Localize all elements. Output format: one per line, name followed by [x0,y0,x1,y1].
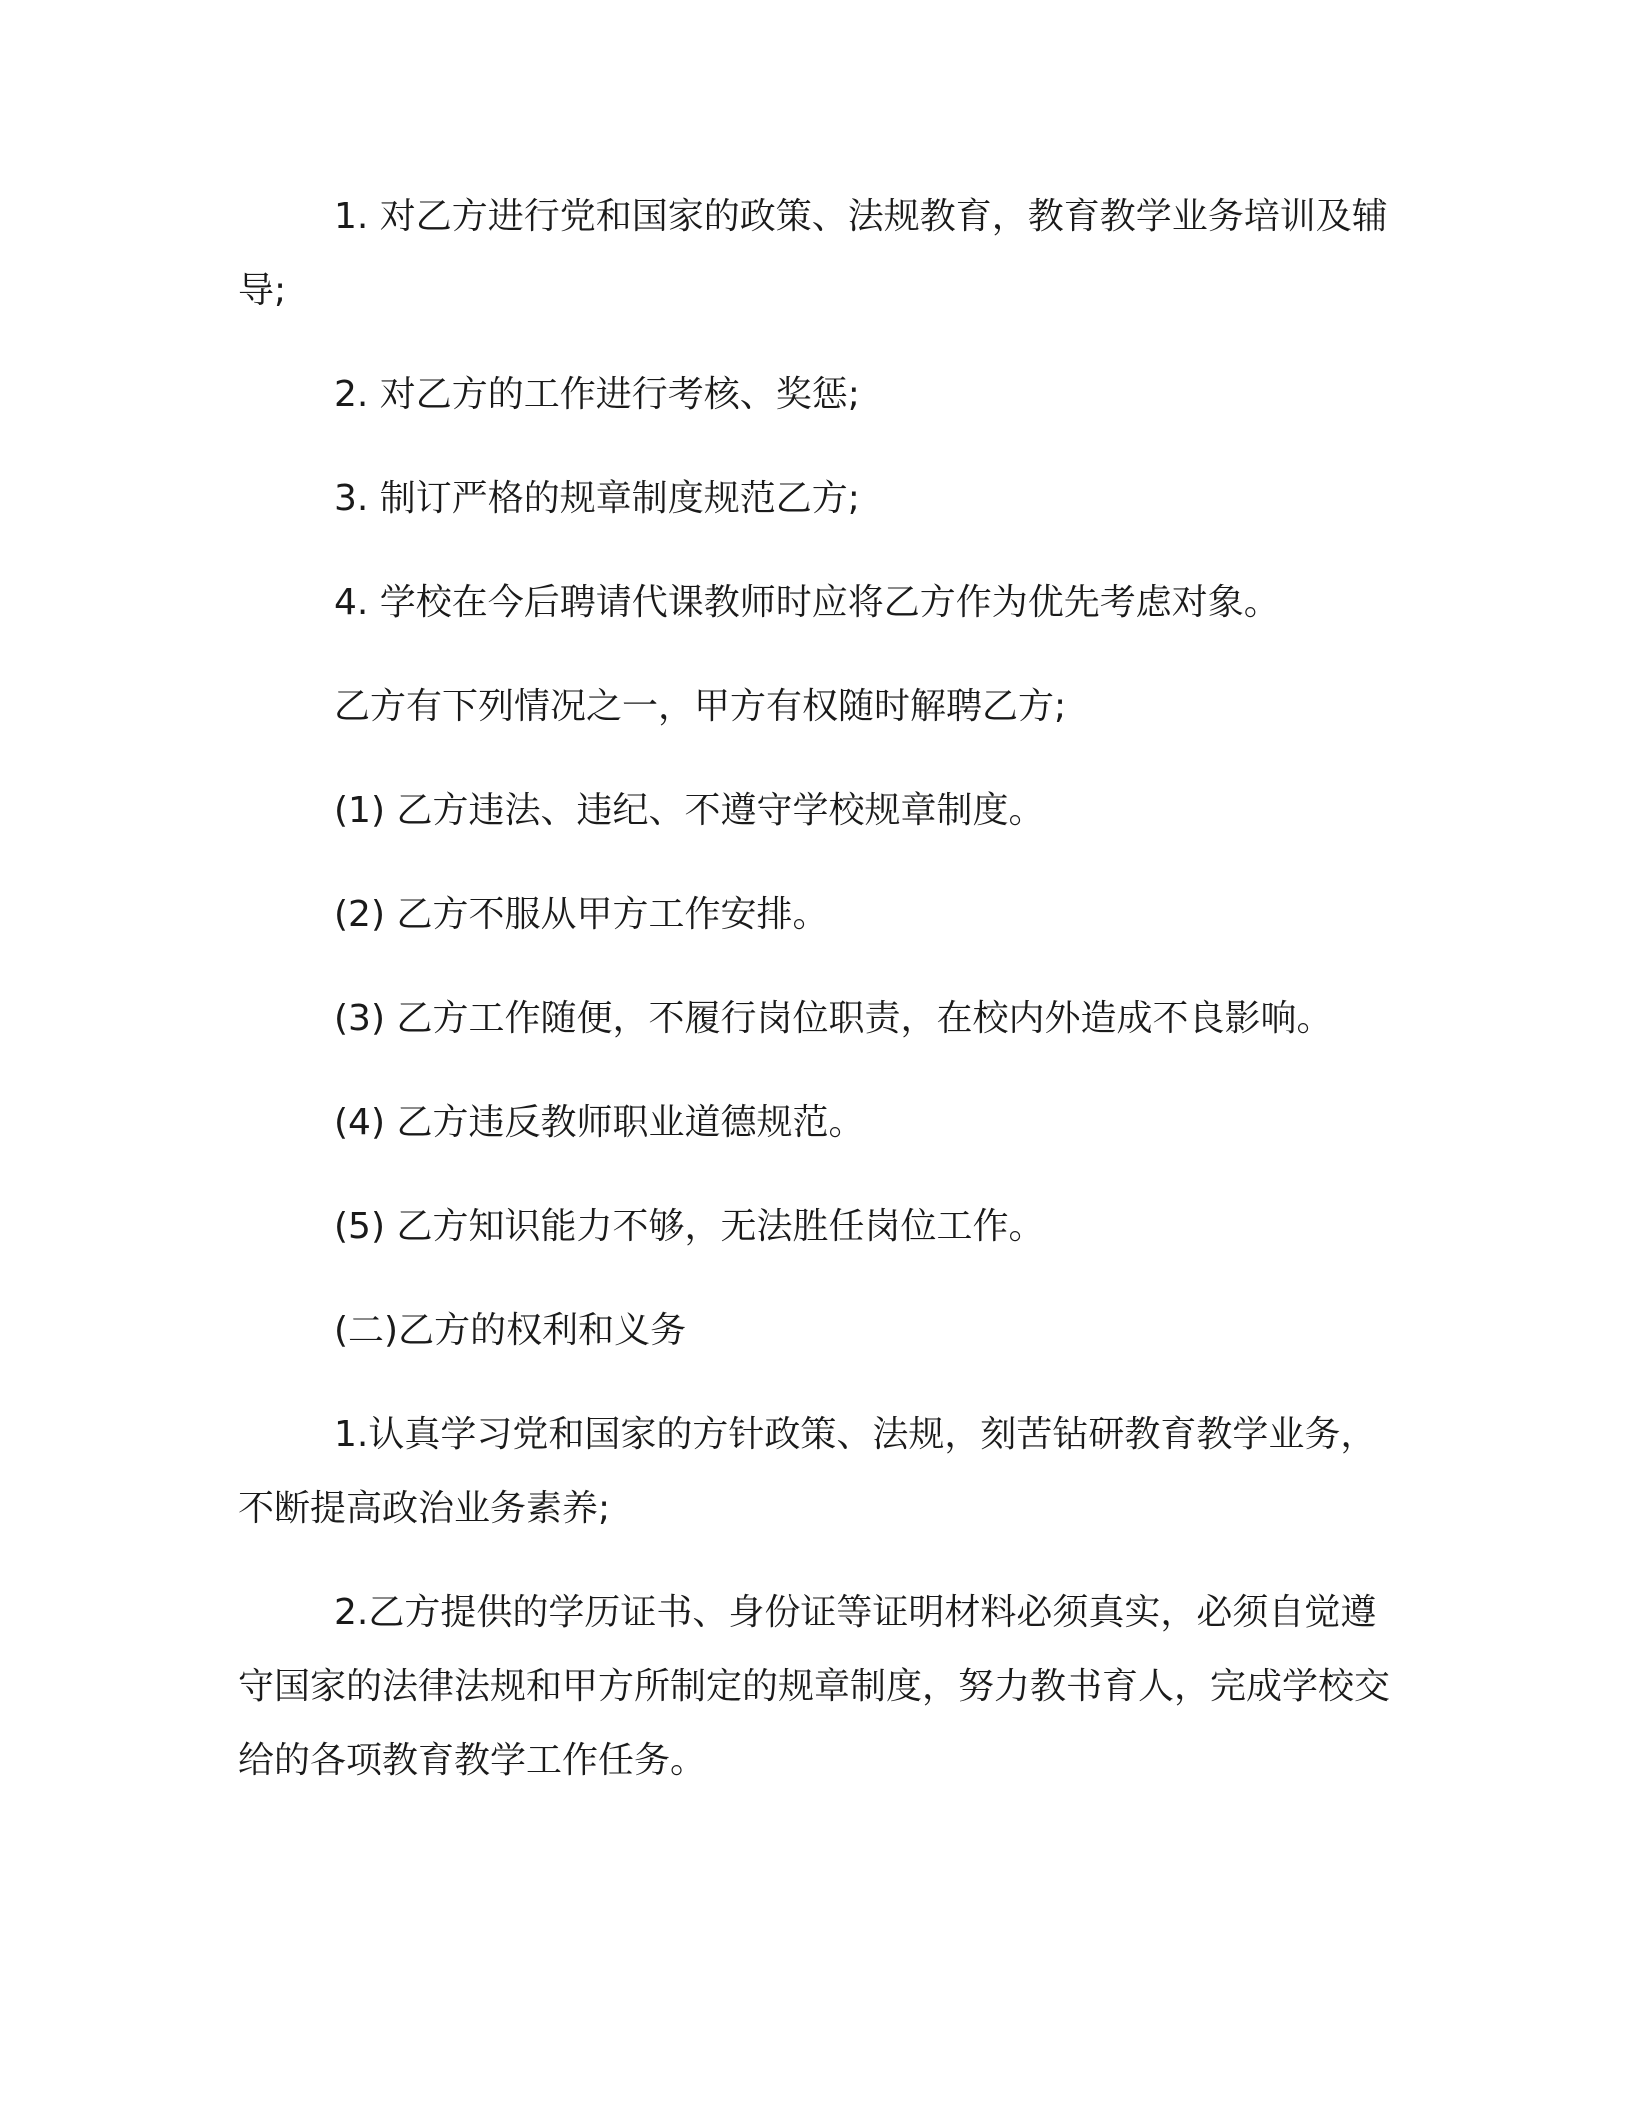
paragraph-party-b-1: 1.认真学习党和国家的方针政策、法规，刻苦钻研教育教学业务，不断提高政治业务素养; [238,1414,1377,1529]
paragraph-dismissal-3: (3) 乙方工作随便，不履行岗位职责，在校内外造成不良影响。 [334,998,1333,1039]
paragraph-dismissal-1: (1) 乙方违法、违纪、不遵守学校规章制度。 [334,790,1045,831]
section-heading-party-b: (二)乙方的权利和义务 [334,1310,687,1351]
paragraph-dismissal-2: (2) 乙方不服从甲方工作安排。 [334,894,829,935]
paragraph-party-b-2: 2.乙方提供的学历证书、身份证等证明材料必须真实，必须自觉遵守国家的法律法规和甲方所制定的规章制度，努力教书育人，完成学校交给的各项教育教学工作任务。 [238,1592,1391,1781]
paragraph-dismissal-5: (5) 乙方知识能力不够，无法胜任岗位工作。 [334,1206,1045,1247]
paragraph-obligation-3: 3. 制订严格的规章制度规范乙方; [334,478,860,519]
paragraph-obligation-1: 1. 对乙方进行党和国家的政策、法规教育，教育教学业务培训及辅导; [238,196,1388,311]
paragraph-dismissal-4: (4) 乙方违反教师职业道德规范。 [334,1102,865,1143]
paragraph-dismissal-intro: 乙方有下列情况之一，甲方有权随时解聘乙方; [334,686,1067,727]
paragraph-obligation-4: 4. 学校在今后聘请代课教师时应将乙方作为优先考虑对象。 [334,582,1280,623]
document-body [238,180,1398,1828]
paragraph-obligation-2: 2. 对乙方的工作进行考核、奖惩; [334,374,860,415]
